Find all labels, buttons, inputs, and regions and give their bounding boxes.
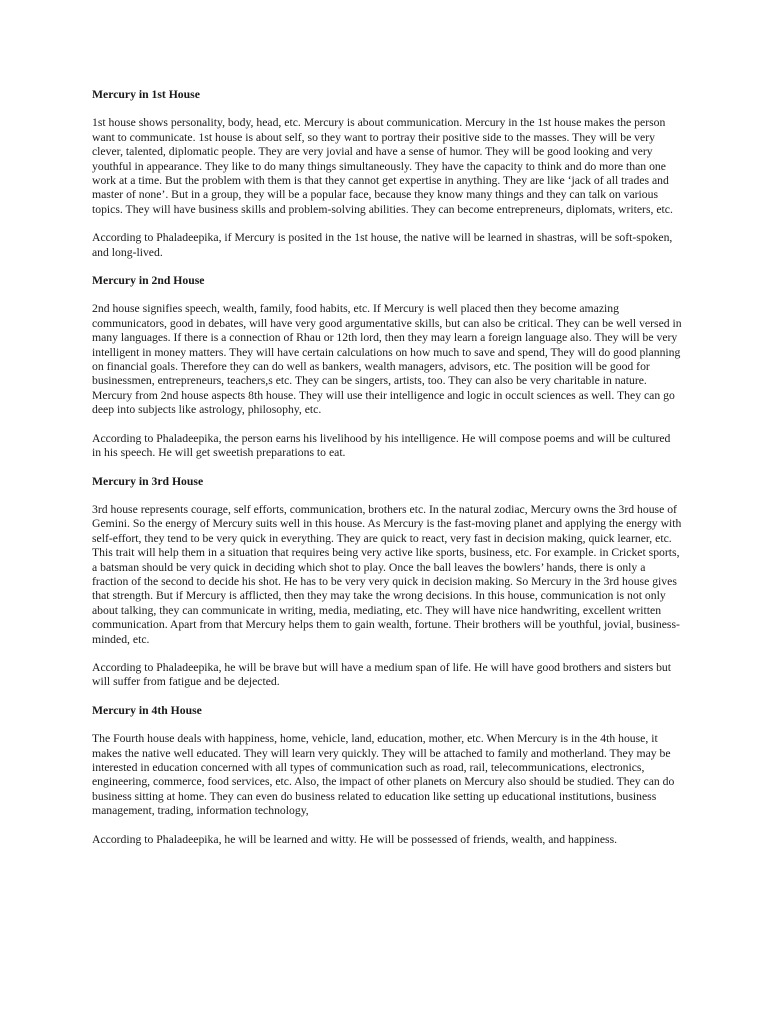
paragraph: According to Phaladeepika, the person earns his livelihood by his intelligence. He will compose poems and will be cultured in his speech. He will get sweetish preparations to eat. — [92, 431, 671, 460]
paragraph: According to Phaladeepika, he will be brave but will have a medium span of life. He will have good brothers and sisters but will suffer from fatigue and be dejected. — [92, 660, 672, 689]
section-heading: Mercury in 1st House — [92, 88, 200, 101]
paragraph: According to Phaladeepika, if Mercury is posited in the 1st house, the native will be learned in shastras, will be soft-spoken, and long-lived. — [92, 231, 673, 259]
paragraph: 2nd house signifies speech, wealth, family, food habits, etc. If Mercury is well placed then they become amazing communicators, good in debates, will have very good argumentative skills, but can also be critical. They can be well versed in many languages. If there is a connection of Rhau or 12th lord, then they may learn a foreign language also. They will be very intelligent in money matters. They will have certain calculations on how much to save and spend, They will do good planning on financial goals. Therefore they can do well as bankers, wealth managers, advisors, etc. The position will be good for businessmen, entrepreneurs, teachers,s etc. They can be singers, artists, too. They can also be very charitable in nature. Mercury from 2nd house aspects 8th house. They will use their intelligence and logic in occult sciences as well. They can go deep into subjects like astrology, philosophy, etc. — [92, 302, 682, 417]
paragraph: According to Phaladeepika, he will be learned and witty. He will be possessed of friends, wealth, and happiness. — [92, 832, 618, 846]
paragraph: 1st house shows personality, body, head, etc. Mercury is about communication. Mercury in the 1st house makes the person want to communicate. 1st house is about self, so they want to portray their positive side to the masses. They will be very clever, talented, diplomatic people. They are very jovial and have a sense of humor. They will be good looking and very youthful in appearance. They like to do many things simultaneously. They have the capacity to think and do more than one work at a time. But the problem with them is that they cannot get expertise in anything. They are like ‘jack of all trades and master of none’. But in a group, they will be a popular face, because they know many things and they can talk on various topics. They will have business skills and problem-solving abilities. They can become entrepreneurs, diplomats, writers, etc. — [92, 116, 673, 216]
document-page — [92, 88, 682, 861]
section-mercury-2nd-house — [92, 274, 682, 460]
paragraph: The Fourth house deals with happiness, home, vehicle, land, education, mother, etc. When Mercury is in the 4th house, it makes the native well educated. They will learn very quickly. They will be attached to family and motherland. They may be interested in education concerned with all types of communication such as road, rail, telecommunications, electronics, engineering, commerce, food services, etc. Also, the impact of other planets on Mercury also should be studied. They can do business sitting at home. They can even do business related to education like setting up educational institutions, business management, trading, information technology, — [92, 732, 675, 818]
section-mercury-4th-house — [92, 704, 682, 847]
section-heading: Mercury in 2nd House — [92, 274, 205, 288]
section-mercury-1st-house — [92, 88, 682, 260]
section-heading: Mercury in 4th House — [92, 703, 202, 717]
section-heading: Mercury in 3rd House — [92, 474, 204, 488]
section-mercury-3rd-house — [92, 475, 682, 690]
paragraph: 3rd house represents courage, self efforts, communication, brothers etc. In the natural zodiac, Mercury owns the 3rd house of Gemini. So the energy of Mercury suits well in this house. As Mercury is the fast-moving planet and applying the energy with self-effort, they tend to be very quick in everything. They are quick to react, very fast in decision making, quick learner, etc. This trait will help them in a situation that requires being very active like sports, business, etc. For example. in Cricket sports, a batsman should be very quick in deciding which shot to play. Once the ball leaves the bowlers’ hands, there is only a fraction of the second to decide his shot. He has to be very very quick in decision making. So Mercury in the 3rd house gives that strength. But if Mercury is afflicted, then they may take the wrong decisions. In this house, communication is not only about talking, they can communicate in writing, media, mediating, etc. They will have nice handwriting, excellent written communication. Apart from that Mercury helps them to gain wealth, fortune. Their brothers will be youthful, jovial, business-minded, etc. — [92, 502, 682, 646]
